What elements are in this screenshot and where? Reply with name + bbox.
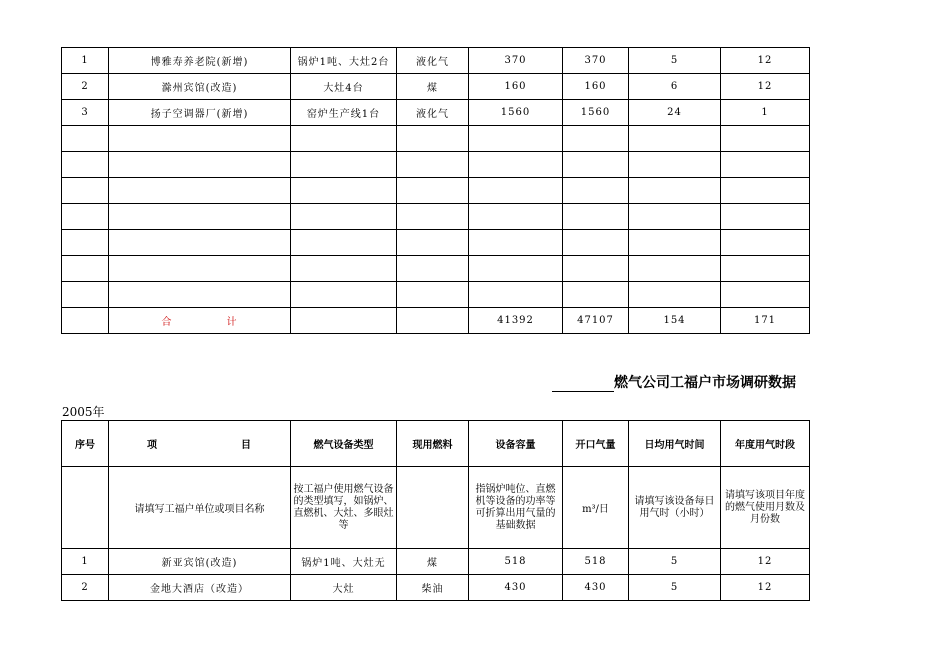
empty-row	[62, 256, 810, 282]
cell-months: 12	[721, 48, 810, 74]
header-opening: 开口气量	[563, 421, 629, 467]
cell-capacity: 370	[469, 48, 563, 74]
cell-fuel: 液化气	[397, 100, 469, 126]
empty-row	[62, 126, 810, 152]
cell-hours: 24	[629, 100, 721, 126]
total-row	[62, 308, 810, 334]
cell-fuel: 煤	[397, 549, 469, 575]
cell-hours: 6	[629, 74, 721, 100]
cell-capacity: 430	[469, 575, 563, 601]
cell-months: 1	[721, 100, 810, 126]
cell-hours: 5	[629, 48, 721, 74]
survey-table-top	[61, 47, 810, 334]
total-capacity: 41392	[469, 308, 563, 334]
cell-no: 1	[62, 48, 109, 74]
total-label: 合 计	[109, 308, 291, 334]
cell-months: 12	[721, 575, 810, 601]
cell-hours: 5	[629, 549, 721, 575]
table-row	[62, 100, 810, 126]
instruction-capacity: 指锅炉吨位、直燃机等设备的功率等可折算出用气量的基础数据	[469, 467, 563, 549]
table-row	[62, 74, 810, 100]
cell-equipment: 大灶4台	[291, 74, 397, 100]
header-row	[62, 421, 810, 467]
cell-equipment: 锅炉1吨、大灶2台	[291, 48, 397, 74]
table-row	[62, 549, 810, 575]
instruction-name: 请填写工福户单位或项目名称	[109, 467, 291, 549]
instruction-row	[62, 467, 810, 549]
cell-opening: 1560	[563, 100, 629, 126]
total-months: 171	[721, 308, 810, 334]
report-year: 2005年	[62, 405, 105, 419]
empty-row	[62, 204, 810, 230]
table-row	[62, 575, 810, 601]
cell-no: 1	[62, 549, 109, 575]
cell-fuel: 煤	[397, 74, 469, 100]
empty-row	[62, 178, 810, 204]
title-blank-line	[552, 375, 614, 392]
empty-row	[62, 282, 810, 308]
cell-capacity: 160	[469, 74, 563, 100]
cell-name: 滁州宾馆(改造)	[109, 74, 291, 100]
cell-capacity: 518	[469, 549, 563, 575]
cell-name: 博雅寿养老院(新增)	[109, 48, 291, 74]
report-title: 燃气公司工福户市场调研数据	[552, 372, 808, 394]
cell-fuel: 液化气	[397, 48, 469, 74]
header-equipment: 燃气设备类型	[291, 421, 397, 467]
empty-row	[62, 230, 810, 256]
cell-hours: 5	[629, 575, 721, 601]
cell-no: 2	[62, 575, 109, 601]
cell-name: 金地大酒店（改造）	[109, 575, 291, 601]
cell-opening: 160	[563, 74, 629, 100]
total-hours: 154	[629, 308, 721, 334]
instruction-opening: m³/日	[563, 467, 629, 549]
instruction-months: 请填写该项目年度的燃气使用月数及月份数	[721, 467, 810, 549]
instruction-equipment: 按工福户使用燃气设备的类型填写，如锅炉、直燃机、大灶、多眼灶等	[291, 467, 397, 549]
header-capacity: 设备容量	[469, 421, 563, 467]
cell-months: 12	[721, 549, 810, 575]
cell-opening: 370	[563, 48, 629, 74]
cell-name: 扬子空调器厂(新增)	[109, 100, 291, 126]
cell-equipment: 大灶	[291, 575, 397, 601]
table-row	[62, 48, 810, 74]
cell-name: 新亚宾馆(改造)	[109, 549, 291, 575]
header-item: 项 目	[109, 421, 291, 467]
cell-fuel: 柴油	[397, 575, 469, 601]
total-opening: 47107	[563, 308, 629, 334]
cell-opening: 430	[563, 575, 629, 601]
header-months: 年度用气时段	[721, 421, 810, 467]
cell-capacity: 1560	[469, 100, 563, 126]
cell-months: 12	[721, 74, 810, 100]
cell-opening: 518	[563, 549, 629, 575]
header-no: 序号	[62, 421, 109, 467]
empty-row	[62, 152, 810, 178]
cell-no: 2	[62, 74, 109, 100]
header-hours: 日均用气时间	[629, 421, 721, 467]
instruction-hours: 请填写该设备每日用气时（小时）	[629, 467, 721, 549]
cell-equipment: 锅炉1吨、大灶无	[291, 549, 397, 575]
cell-equipment: 窑炉生产线1台	[291, 100, 397, 126]
cell-no: 3	[62, 100, 109, 126]
header-fuel: 现用燃料	[397, 421, 469, 467]
survey-table-bottom	[61, 420, 810, 601]
